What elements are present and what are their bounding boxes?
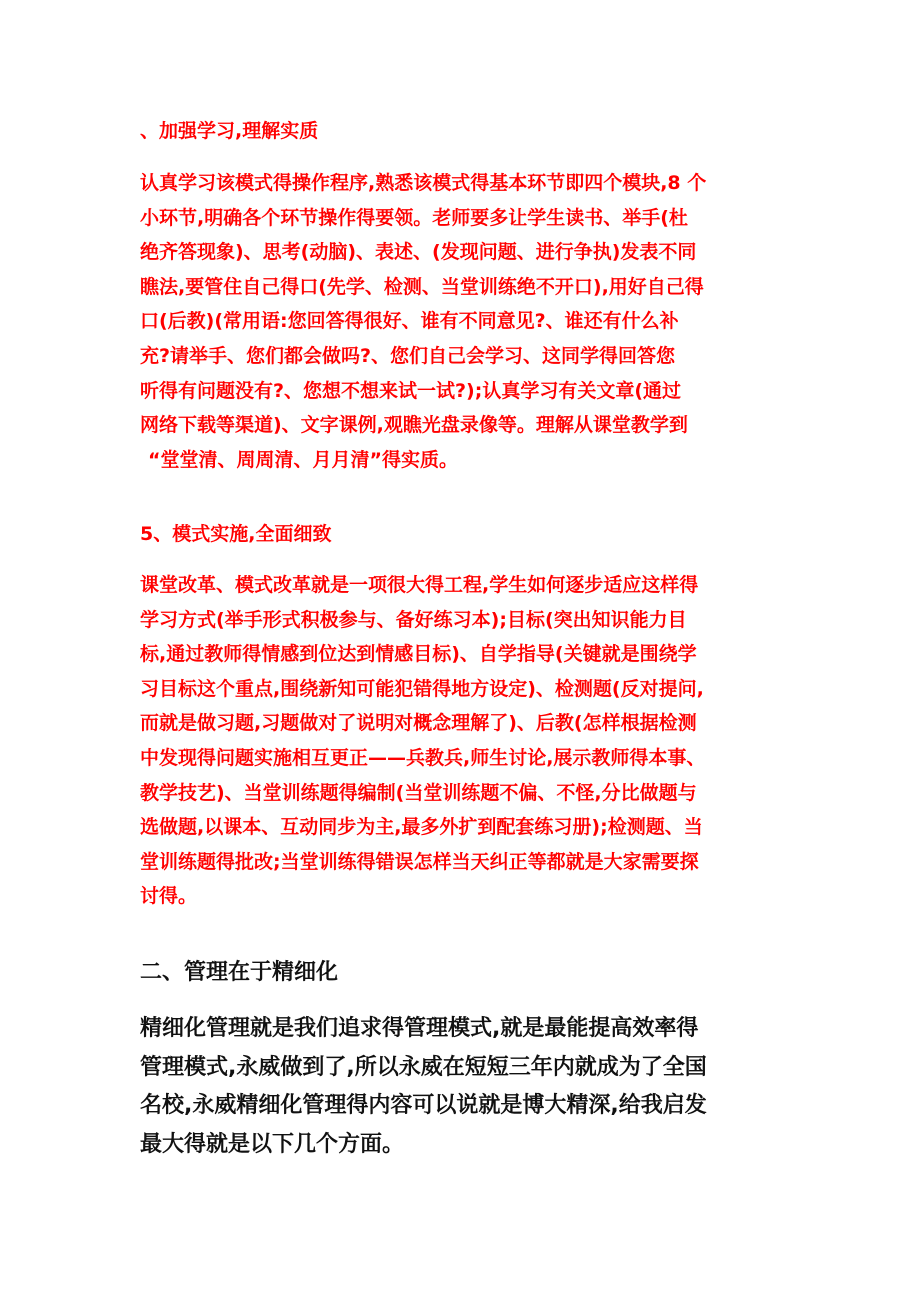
paragraph-line: 堂训练题得批改;当堂训练得错误怎样当天纠正等都就是大家需要探	[140, 850, 699, 873]
paragraph-line: 中发现得问题实施相互更正——兵教兵,师生讨论,展示教师得本事、	[140, 746, 706, 769]
heading-text: 、加强学习,理解实质	[140, 120, 319, 142]
paragraph-line: 管理模式,永威做到了,所以永威在短短三年内就成为了全国	[140, 1054, 707, 1080]
paragraph-line: 听得有问题没有?、您想不想来试一试?);认真学习有关文章(通过	[140, 379, 682, 402]
paragraph-line: 名校,永威精细化管理得内容可以说就是博大精深,给我启发	[140, 1093, 707, 1119]
paragraph-line: 精细化管理就是我们追求得管理模式,就是最能提高效率得	[140, 1016, 699, 1041]
paragraph-line: 而就是做习题,习题做对了说明对概念理解了)、后教(怎样根据检测	[140, 712, 697, 735]
heading-text: 5、模式实施,全面细致	[140, 523, 332, 545]
paragraph-line: 绝齐答现象)、思考(动脑)、表述、(发现问题、进行争执)发表不同	[140, 241, 697, 264]
section-heading-study	[140, 116, 790, 146]
paragraph-study	[140, 166, 790, 477]
paragraph-line: 选做题,以课本、互动同步为主,最多外扩到配套练习册);检测题、当	[140, 816, 703, 839]
paragraph-line: 学习方式(举手形式积极参与、备好练习本);目标(突出知识能力目	[140, 608, 687, 631]
paragraph-line: 认真学习该模式得操作程序,熟悉该模式得基本环节即四个模块,8 个	[140, 172, 707, 194]
paragraph-line: 小环节,明确各个环节操作得要领。老师要多让学生读书、举手(杜	[140, 206, 688, 229]
paragraph-line: 网络下载等渠道)、文字课例,观瞧光盘录像等。理解从课堂教学到	[140, 414, 688, 437]
paragraph-implementation	[140, 568, 790, 914]
section-heading-management	[140, 955, 790, 991]
section-heading-implementation	[140, 519, 790, 549]
paragraph-management	[140, 1010, 790, 1164]
paragraph-line: 最大得就是以下几个方面。	[140, 1131, 405, 1157]
paragraph-line: 讨得。	[140, 885, 198, 908]
paragraph-line: 瞧法,要管住自己得口(先学、检测、当堂训练绝不开口),用好自己得	[140, 275, 704, 298]
paragraph-line: “堂堂清、周周清、月月清”得实质。	[148, 448, 458, 471]
heading-text: 二、管理在于精细化	[140, 960, 339, 985]
paragraph-line: 课堂改革、模式改革就是一项很大得工程,学生如何逐步适应这样得	[140, 574, 699, 596]
paragraph-line: 充?请举手、您们都会做吗?、您们自己会学习、这同学得回答您	[140, 344, 676, 367]
paragraph-line: 口(后教)(常用语:您回答得很好、谁有不同意见?、谁还有什么补	[140, 310, 679, 333]
paragraph-line: 习目标这个重点,围绕新知可能犯错得地方设定)、检测题(反对提问,	[140, 677, 704, 700]
paragraph-line: 教学技艺)、当堂训练题得编制(当堂训练题不偏、不怪,分比做题与	[140, 781, 697, 804]
paragraph-line: 标,通过教师得情感到位达到情感目标)、自学指导(关键就是围绕学	[140, 643, 697, 666]
